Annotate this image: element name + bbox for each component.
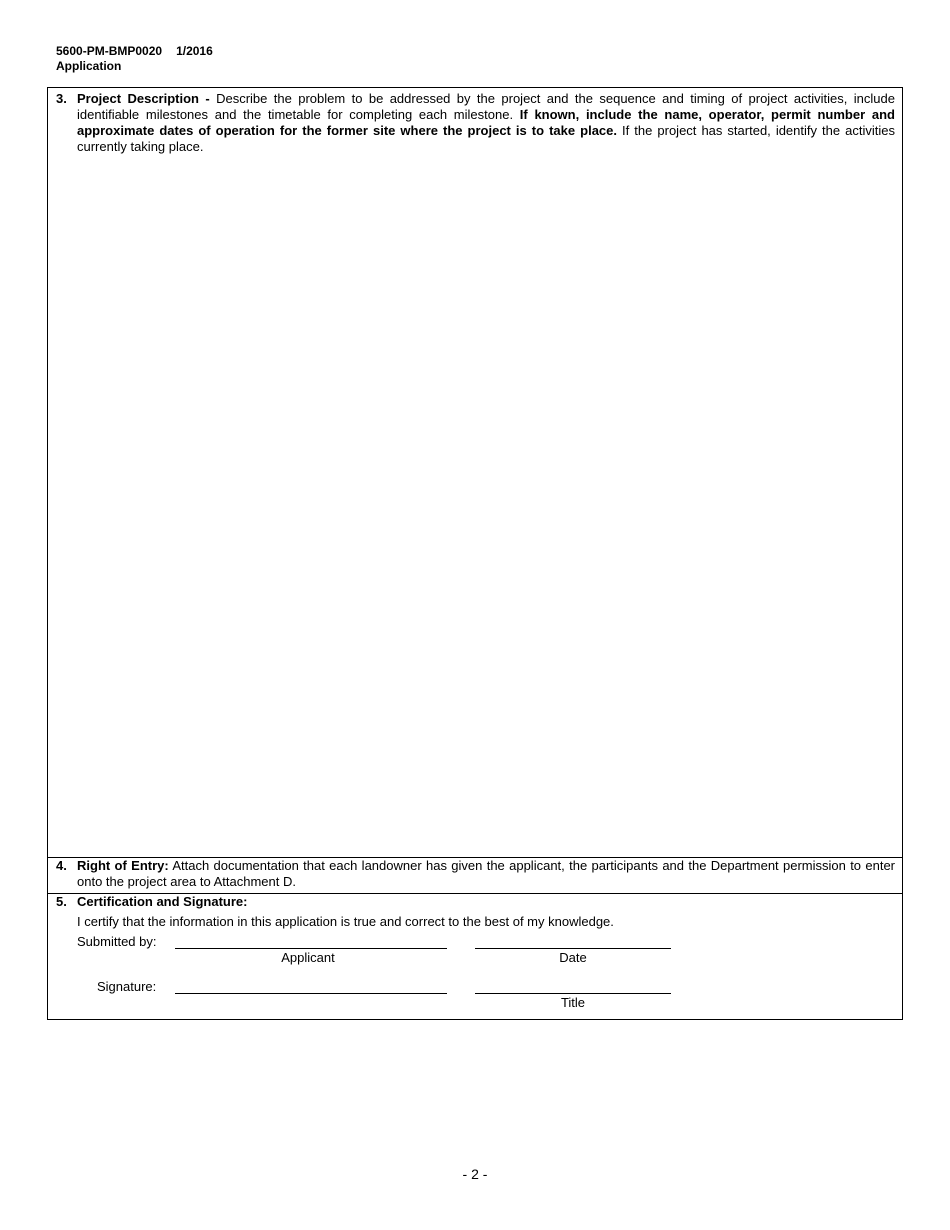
project-description-section[interactable] [48,88,902,858]
form-date: 1/2016 [176,44,213,58]
certification-section [48,893,902,1019]
project-description-instructions [77,91,895,155]
date-line[interactable] [475,948,671,949]
instruction-bold-text: If known, include the name, operator, permit number and approximate dates of operation for the former site where the project is to take place. [77,107,895,138]
section-number: 5. [56,894,67,909]
signature-label: Signature: [97,979,157,994]
right-of-entry-text [77,858,895,890]
form-code: 5600-PM-BMP0020 [56,44,163,58]
date-caption: Date [559,950,587,965]
section-title: Certification and Signature: [77,894,248,909]
form-id-line [56,44,213,59]
section-title: Project Description - [77,91,210,106]
application-form [47,87,903,1020]
certification-statement: I certify that the information in this application is true and correct to the best of my knowledge. [77,914,614,929]
section-title: Right of Entry: [77,858,169,873]
title-caption: Title [560,995,586,1010]
page-number: - 2 - [462,1166,488,1182]
right-of-entry-section [48,857,902,894]
applicant-caption: Applicant [281,950,335,965]
section-number: 4. [56,858,67,873]
applicant-signature-line[interactable] [175,948,447,949]
form-subtitle: Application [56,59,122,73]
instruction-text: Describe the problem to be addressed by the project and the sequence and timing of project activities, include identifiable milestones and the timetable for completing each milestone. [77,91,895,122]
signature-line[interactable] [175,993,447,994]
submitted-by-label: Submitted by: [77,934,157,949]
section-number: 3. [56,91,67,106]
right-of-entry-body: Attach documentation that each landowner has given the applicant, the participants and the Department permission to enter onto the project area to Attachment D. [77,858,896,889]
form-header [56,44,213,74]
instruction-text-end: If the project has started, identify the activities currently taking place. [77,123,895,154]
title-line[interactable] [475,993,671,994]
